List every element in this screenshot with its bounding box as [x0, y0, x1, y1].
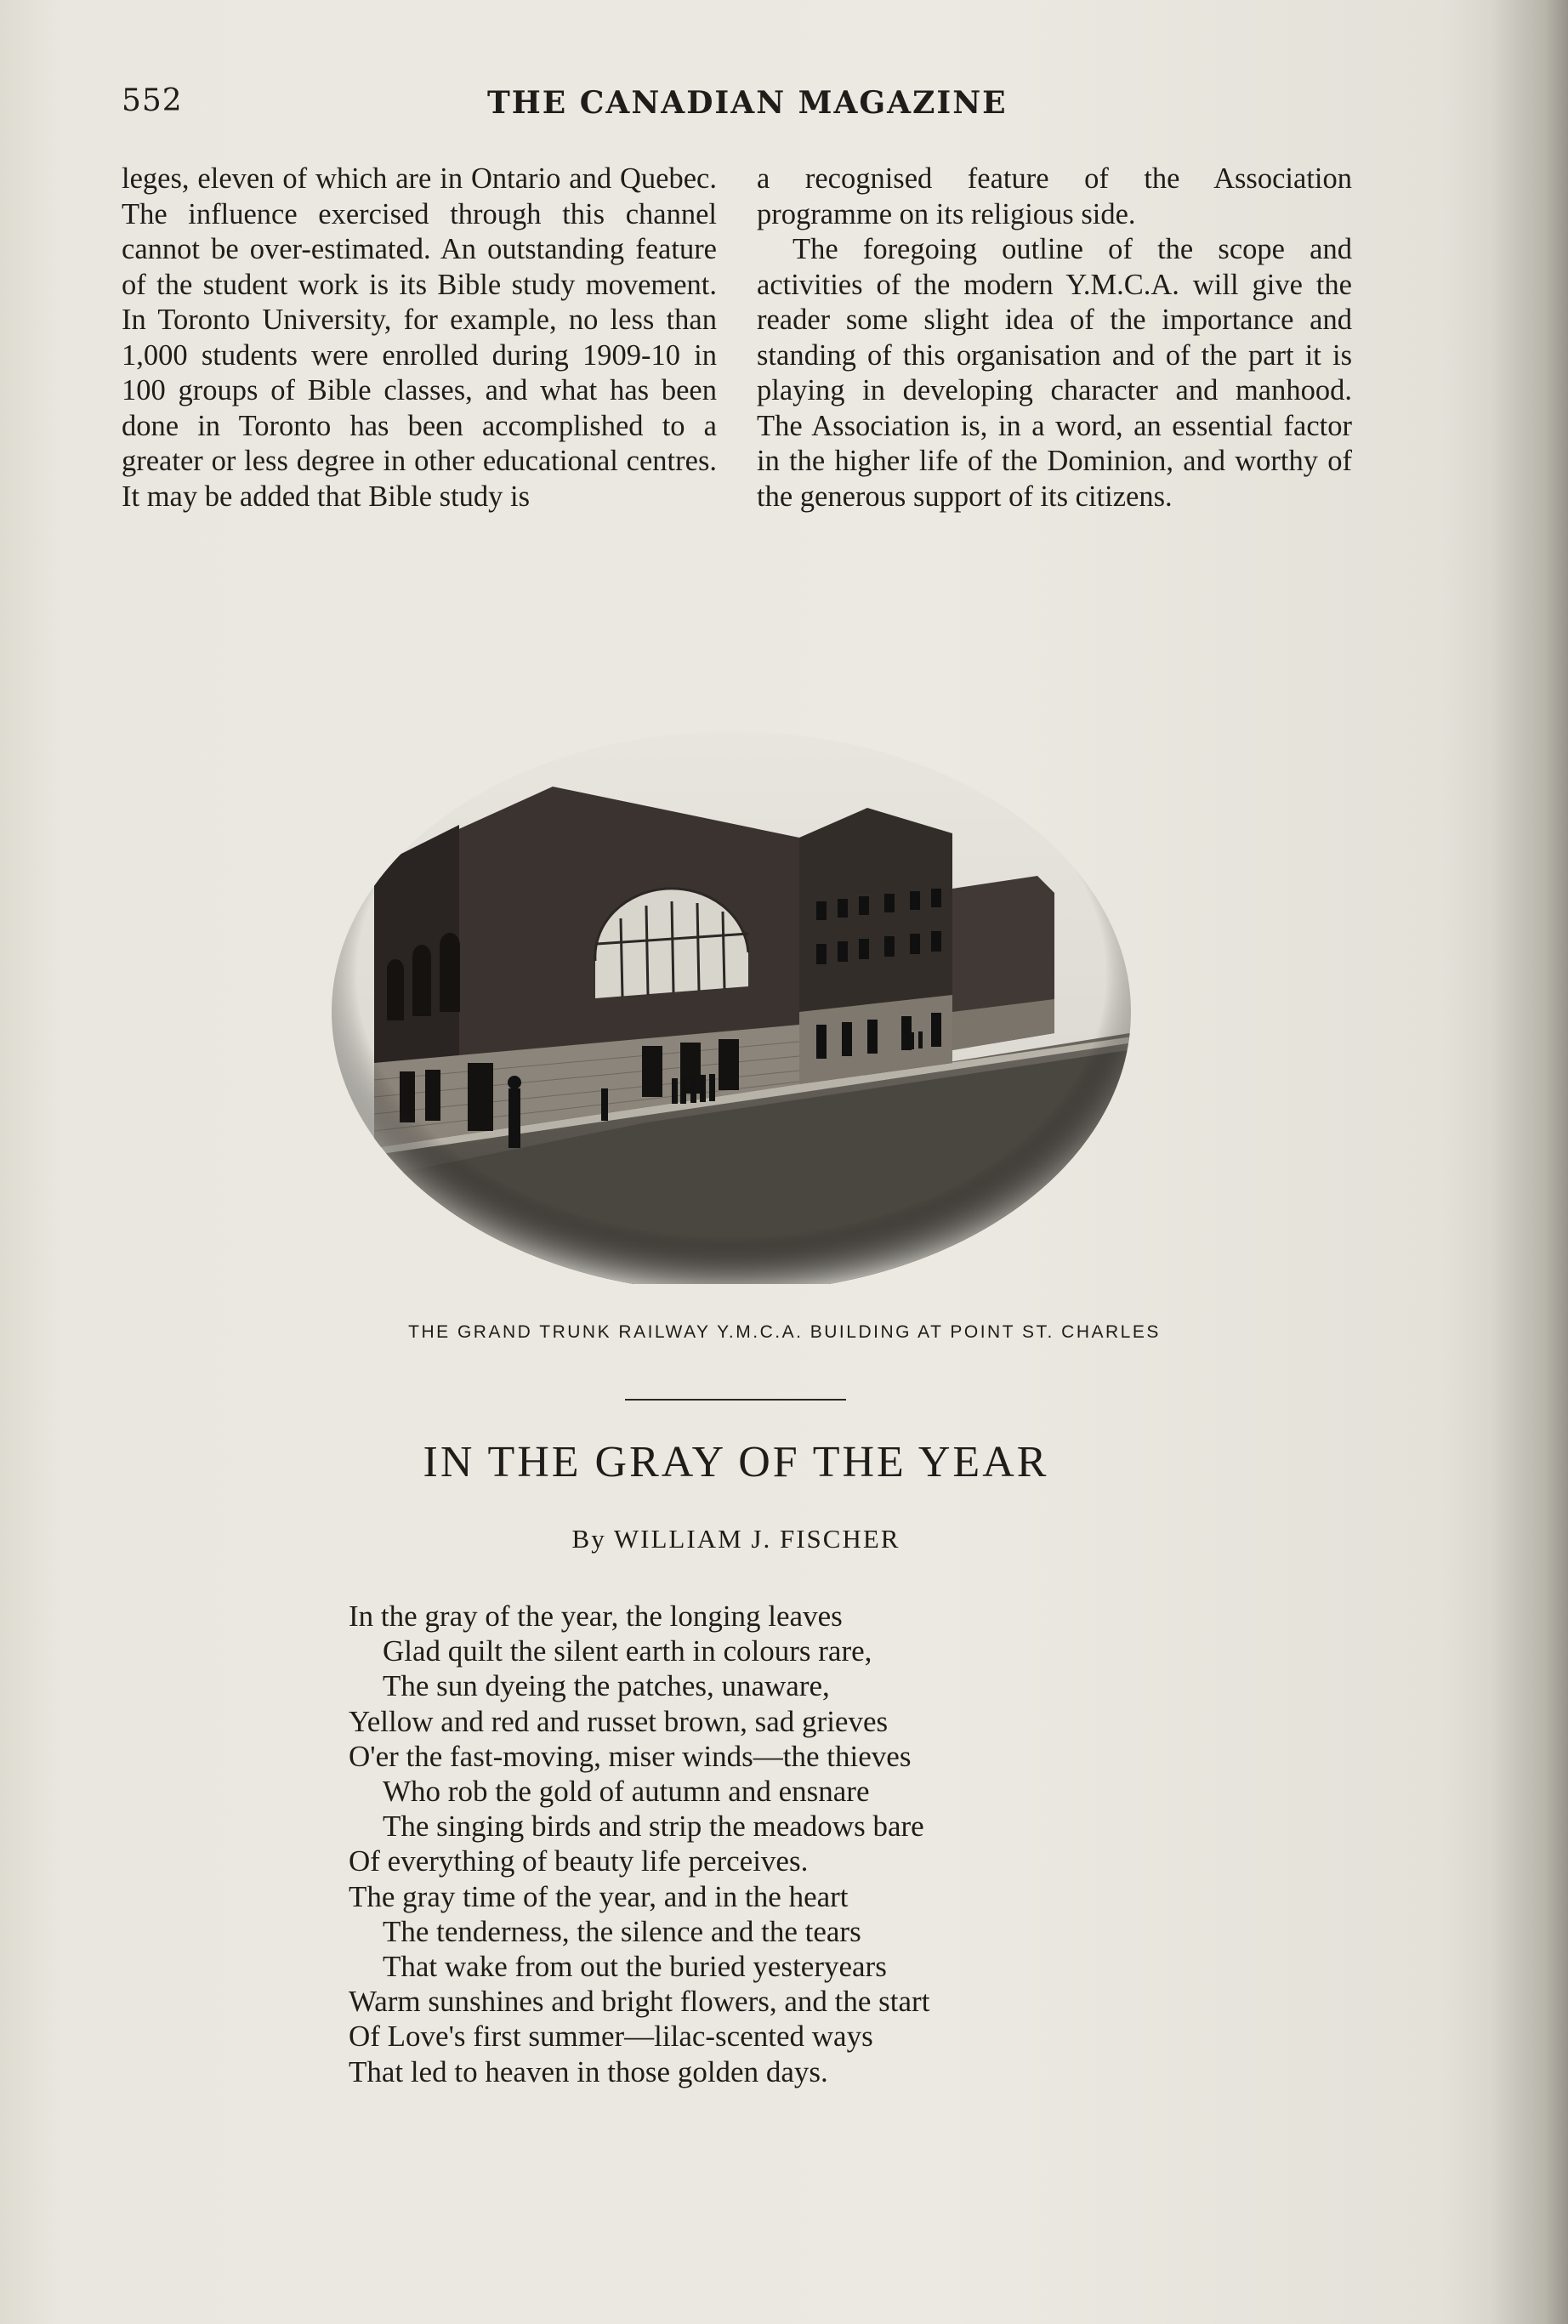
poem-body	[349, 1599, 1199, 2089]
left-column-paragraph: leges, eleven of which are in Ontario and Quebec. The influence exercised through this channel cannot be over-estimated. An outstanding feature of the student work is its Bible study movement. In Toronto University, for example, no less than 1,000 students were enrolled during 1909-10 in 100 groups of Bible classes, and what has been done in Toronto has been accomplished to a greater or less degree in other educational centres. It may be added that Bible study is	[122, 162, 717, 513]
poem-byline: By WILLIAM J. FISCHER	[571, 1524, 900, 1554]
poem-line: The singing birds and strip the meadows bare	[383, 1810, 924, 1844]
poem-line: The sun dyeing the patches, unaware,	[383, 1669, 830, 1703]
poem-line: The gray time of the year, and in the heart	[349, 1879, 849, 1913]
poem-line: Yellow and red and russet brown, sad grieves	[349, 1704, 889, 1738]
building-illustration	[306, 689, 1156, 1284]
page-gutter-shadow	[1491, 0, 1568, 2324]
right-column-paragraph-2: The foregoing outline of the scope and activities of the modern Y.M.C.A. will give the reader some slight idea of the importance and standing of this organisation and of the part it is playing in developing character and manhood. The Association is, in a word, an essential factor in the higher life of the Dominion, and worthy of the generous support of its citizens.	[757, 233, 1352, 513]
right-column	[757, 162, 1352, 514]
right-column-paragraph-1: a recognised feature of the Association programme on its religious side.	[757, 162, 1352, 230]
page-number: 552	[122, 83, 183, 118]
poem-line: Of Love's first summer—lilac-scented ways	[349, 2020, 873, 2054]
poem-title: IN THE GRAY OF THE YEAR	[423, 1438, 1049, 1486]
poem-line: That led to heaven in those golden days.	[349, 2054, 828, 2088]
ymca-building-photo	[306, 689, 1156, 1284]
poem-line: Glad quilt the silent earth in colours rare,	[383, 1634, 872, 1668]
section-divider	[625, 1399, 846, 1401]
poem-line: Warm sunshines and bright flowers, and the start	[349, 1985, 930, 2019]
poem-line: In the gray of the year, the longing leaves	[349, 1600, 843, 1633]
left-column	[122, 162, 717, 514]
poem-line: O'er the fast-moving, miser winds—the thieves	[349, 1739, 912, 1773]
poem-line: Who rob the gold of autumn and ensnare	[383, 1775, 870, 1809]
page-header	[122, 83, 1350, 126]
poem-line: That wake from out the buried yesteryears	[383, 1950, 887, 1984]
running-title: THE CANADIAN MAGAZINE	[487, 85, 1008, 121]
poem-line: Of everything of beauty life perceives.	[349, 1844, 809, 1878]
photo-caption: THE GRAND TRUNK RAILWAY Y.M.C.A. BUILDING AT POINT ST. CHARLES	[408, 1322, 1161, 1342]
poem-line: The tenderness, the silence and the tears	[383, 1914, 861, 1948]
